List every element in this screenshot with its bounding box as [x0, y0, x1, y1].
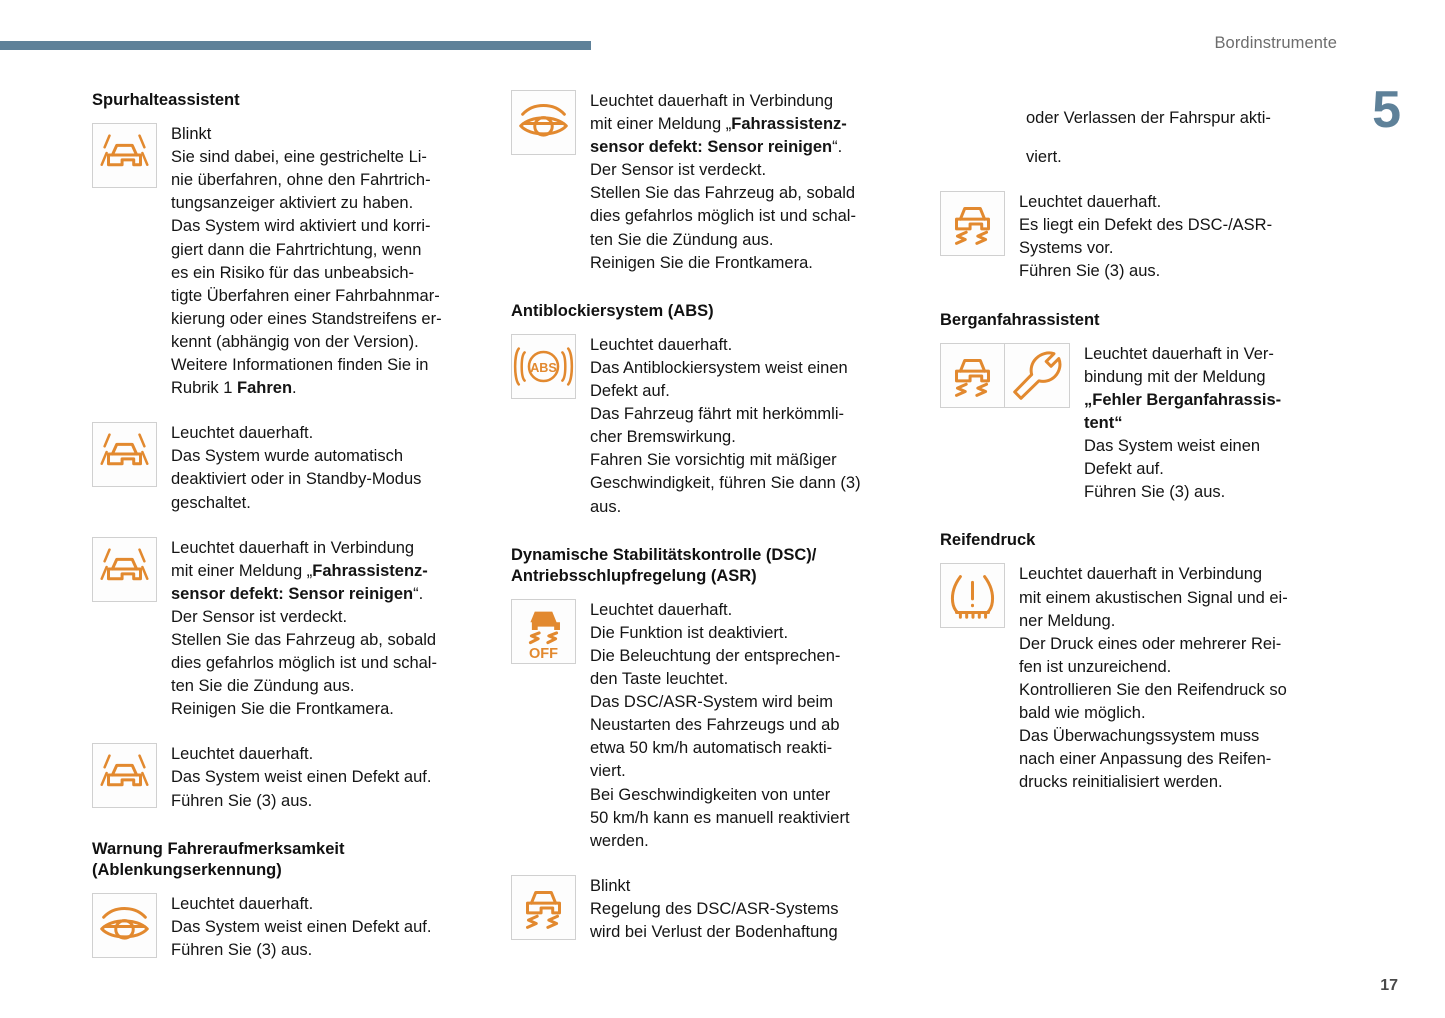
- lane-keeping-car-icon-tile: [92, 743, 157, 808]
- running-head: Bordinstrumente: [1214, 34, 1337, 52]
- text-run: Leuchtet dauerhaft in Verbindung: [1019, 565, 1263, 584]
- text-run: Leuchtet dauerhaft.: [171, 424, 314, 443]
- text-run: Der Sensor ist verdeckt.: [590, 161, 767, 180]
- text-run: tigte Überfahren einer Fahrbahnmar-: [171, 286, 440, 305]
- indicator-entry: [940, 563, 1335, 794]
- text-run: werden.: [590, 831, 649, 850]
- driver-attention-eye-icon-tile: [511, 90, 576, 155]
- chapter-number: 5: [1372, 81, 1401, 139]
- dsc-off-icon: [512, 600, 575, 663]
- text-line: [171, 560, 492, 583]
- text-line: [590, 380, 911, 403]
- text-line: [171, 652, 492, 675]
- text-line: [1019, 214, 1335, 237]
- indicator-icon-group: [511, 875, 576, 940]
- emphasis-text: Fahrassistenz-: [731, 115, 847, 134]
- emphasis-text: tent“: [1084, 413, 1123, 432]
- text-run: Führen Sie (3) aus.: [171, 791, 313, 810]
- text-run: Das Fahrzeug fährt mit herkömmli-: [590, 405, 844, 424]
- text-run: Der Druck eines oder mehrerer Rei-: [1019, 634, 1282, 653]
- indicator-entry: [92, 743, 492, 812]
- indicator-icon-group: [940, 563, 1005, 628]
- text-run: Rubrik 1: [171, 379, 238, 398]
- text-run: dies gefahrlos möglich ist und schal-: [171, 654, 437, 673]
- lane-keeping-car-icon: [93, 538, 156, 601]
- indicator-icon-group: [92, 537, 157, 602]
- lane-keeping-car-icon: [93, 124, 156, 187]
- text-line: [590, 875, 911, 898]
- text-line: [1026, 107, 1335, 130]
- column-right: [940, 90, 1335, 816]
- text-line: [171, 916, 492, 939]
- text-run: Das System weist einen Defekt auf.: [171, 917, 432, 936]
- text-run: Leuchtet dauerhaft in Verbindung: [590, 92, 834, 110]
- text-run: ner Meldung.: [1019, 611, 1116, 630]
- text-line: [590, 714, 911, 737]
- text-run: giert dann die Fahrtrichtung, wenn: [171, 240, 422, 259]
- text-line: [171, 169, 492, 192]
- text-line: [1019, 563, 1335, 586]
- section-heading: Spurhalteassistent: [92, 91, 240, 109]
- driver-attention-eye-icon: [512, 91, 575, 154]
- continued-paragraph: [940, 107, 1335, 170]
- text-line: [171, 239, 492, 262]
- text-run: Blinkt: [590, 876, 631, 895]
- tire-pressure-icon-tile: [940, 563, 1005, 628]
- text-line: [1084, 389, 1335, 412]
- text-run: Regelung des DSC/ASR-Systems: [590, 899, 839, 918]
- text-run: ten Sie die Zündung aus.: [171, 677, 355, 696]
- text-line: [171, 262, 492, 285]
- indicator-description: [171, 537, 492, 722]
- text-run: Systems vor.: [1019, 239, 1114, 258]
- text-run: Führen Sie (3) aus.: [1084, 483, 1226, 502]
- text-line: [590, 622, 911, 645]
- text-line: [171, 331, 492, 354]
- text-run: fen ist unzureichend.: [1019, 657, 1172, 676]
- text-run: Reinigen Sie die Frontkamera.: [171, 700, 394, 719]
- text-run: .: [292, 379, 297, 398]
- text-run: Das Antiblockiersystem weist einen: [590, 358, 848, 377]
- abs-icon: [512, 335, 575, 398]
- text-run: Leuchtet dauerhaft in Ver-: [1084, 344, 1274, 363]
- text-run: viert.: [1026, 148, 1062, 167]
- text-line: [590, 357, 911, 380]
- text-line: [1084, 366, 1335, 389]
- indicator-description: [1019, 191, 1335, 283]
- text-line: [590, 205, 911, 228]
- text-line: [171, 354, 492, 377]
- text-line: [1019, 237, 1335, 260]
- text-line: [590, 90, 911, 113]
- text-line: [171, 743, 492, 766]
- indicator-entry: [511, 599, 911, 853]
- text-run: deaktiviert oder in Standby-Modus: [171, 470, 422, 489]
- text-line: [1084, 458, 1335, 481]
- wrench-icon: [1005, 344, 1069, 407]
- text-line: [1019, 633, 1335, 656]
- indicator-icon-group: [940, 191, 1005, 256]
- emphasis-text: Fahrassistenz-: [312, 561, 428, 580]
- text-line: [171, 215, 492, 238]
- column-middle: [511, 90, 911, 966]
- text-run: Es liegt ein Defekt des DSC-/ASR-: [1019, 216, 1273, 235]
- wrench-icon-tile: [1005, 343, 1070, 408]
- dsc-skid-icon: [512, 876, 575, 939]
- indicator-icon-group: [92, 123, 157, 188]
- text-line: [1084, 481, 1335, 504]
- emphasis-text: „Fehler Berganfahrassis-: [1084, 390, 1282, 409]
- indicator-description: [1019, 563, 1335, 794]
- text-line: [590, 760, 911, 783]
- text-line: [171, 606, 492, 629]
- text-run: Sie sind dabei, eine gestrichelte Li-: [171, 148, 427, 167]
- text-line: [590, 737, 911, 760]
- indicator-description: [590, 875, 911, 944]
- text-run: Weitere Informationen finden Sie in: [171, 356, 429, 375]
- text-line: [171, 422, 492, 445]
- indicator-entry: [92, 893, 492, 962]
- dsc-skid-icon-tile: [940, 343, 1005, 408]
- text-line: [1084, 343, 1335, 366]
- text-run: Das Überwachungssystem muss: [1019, 727, 1260, 746]
- text-run: Leuchtet dauerhaft.: [590, 335, 733, 354]
- indicator-icon-group: [511, 90, 576, 155]
- text-line: [1019, 191, 1335, 214]
- text-run: Fahren Sie vorsichtig mit mäßiger: [590, 451, 837, 470]
- text-line: [590, 921, 911, 944]
- abs-icon-tile: [511, 334, 576, 399]
- indicator-icon-group: [92, 893, 157, 958]
- text-line: [1084, 435, 1335, 458]
- driver-attention-eye-icon-tile: [92, 893, 157, 958]
- text-run: Defekt auf.: [590, 382, 670, 401]
- lane-keeping-car-icon-tile: [92, 123, 157, 188]
- indicator-description: [590, 334, 911, 519]
- text-line: [590, 496, 911, 519]
- text-line: [1019, 260, 1335, 283]
- text-run: ten Sie die Zündung aus.: [590, 230, 774, 249]
- text-run: Kontrollieren Sie den Reifendruck so: [1019, 680, 1287, 699]
- text-line: [171, 468, 492, 491]
- text-run: Führen Sie (3) aus.: [171, 941, 313, 960]
- emphasis-text: sensor defekt: Sensor reinigen: [171, 584, 414, 603]
- text-line: [590, 334, 911, 357]
- text-line: [171, 308, 492, 331]
- text-run: Das System wird aktiviert und korri-: [171, 217, 431, 236]
- text-line: [171, 492, 492, 515]
- text-line: [590, 645, 911, 668]
- text-line: [171, 629, 492, 652]
- text-line: [590, 830, 911, 853]
- text-run: Leuchtet dauerhaft.: [1019, 193, 1162, 212]
- text-run: oder Verlassen der Fahrspur akti-: [1026, 108, 1271, 127]
- text-run: nie überfahren, ohne den Fahrtrich-: [171, 171, 431, 190]
- text-line: [590, 449, 911, 472]
- driver-attention-eye-icon: [93, 894, 156, 957]
- text-line: [590, 136, 911, 159]
- text-run: “.: [832, 138, 843, 157]
- indicator-description: [590, 599, 911, 853]
- lane-keeping-car-icon: [93, 744, 156, 807]
- indicator-icon-group: [92, 422, 157, 487]
- text-line: [590, 898, 911, 921]
- text-line: [590, 599, 911, 622]
- text-line: [590, 691, 911, 714]
- text-run: dies gefahrlos möglich ist und schal-: [590, 207, 856, 226]
- indicator-description: [171, 893, 492, 962]
- text-run: den Taste leuchtet.: [590, 670, 729, 689]
- text-line: [590, 784, 911, 807]
- indicator-entry: [940, 191, 1335, 283]
- text-line: [1019, 725, 1335, 748]
- text-run: Leuchtet dauerhaft.: [590, 600, 733, 619]
- text-line: [590, 403, 911, 426]
- indicator-entry: [92, 422, 492, 514]
- dsc-off-icon-tile: [511, 599, 576, 664]
- text-run: Blinkt: [171, 125, 212, 144]
- text-run: kierung oder eines Standstreifens er-: [171, 309, 442, 328]
- text-run: es ein Risiko für das unbeabsich-: [171, 263, 415, 282]
- text-run: Leuchtet dauerhaft in Verbindung: [171, 538, 415, 557]
- dsc-skid-icon: [941, 192, 1004, 255]
- column-left: [92, 90, 492, 984]
- text-run: Stellen Sie das Fahrzeug ab, sobald: [171, 630, 437, 649]
- text-run: viert.: [590, 762, 626, 781]
- text-run: Geschwindigkeit, führen Sie dann (3): [590, 474, 861, 493]
- indicator-description: [1084, 343, 1335, 505]
- text-line: [171, 445, 492, 468]
- text-run: tungsanzeiger aktiviert zu haben.: [171, 194, 414, 213]
- text-line: [171, 675, 492, 698]
- text-line: [590, 807, 911, 830]
- text-line: [1019, 679, 1335, 702]
- text-run: mit einer Meldung „: [590, 115, 732, 134]
- lane-keeping-car-icon-tile: [92, 537, 157, 602]
- dsc-skid-icon-tile: [511, 875, 576, 940]
- page-number: 17: [1380, 977, 1398, 994]
- text-run: Das System weist einen Defekt auf.: [171, 768, 432, 787]
- text-run: Das DSC/ASR-System wird beim: [590, 693, 833, 712]
- indicator-entry: [511, 334, 911, 519]
- section-heading: Berganfahrassistent: [940, 310, 1100, 329]
- text-line: [171, 192, 492, 215]
- text-line: [590, 472, 911, 495]
- section-heading: Antiblockiersystem (ABS): [511, 301, 714, 320]
- emphasis-text: sensor defekt: Sensor reinigen: [590, 138, 833, 157]
- text-run: Leuchtet dauerhaft.: [171, 894, 314, 913]
- indicator-entry: [92, 537, 492, 722]
- text-line: [590, 229, 911, 252]
- text-line: [1019, 587, 1335, 610]
- text-run: Leuchtet dauerhaft.: [171, 745, 314, 764]
- text-line: [171, 583, 492, 606]
- text-line: [590, 182, 911, 205]
- text-run: Der Sensor ist verdeckt.: [171, 607, 348, 626]
- text-line: [1019, 702, 1335, 725]
- indicator-description: [171, 123, 492, 400]
- indicator-icon-group: [511, 334, 576, 399]
- section-heading: Dynamische Stabilitätskontrolle (DSC)/ Antriebsschlupfregelung (ASR): [511, 545, 817, 585]
- dsc-skid-icon: [941, 344, 1004, 407]
- text-run: wird bei Verlust der Bodenhaftung: [590, 923, 838, 942]
- text-run: kennt (abhängig von der Version).: [171, 332, 419, 351]
- text-run: drucks reinitialisiert werden.: [1019, 773, 1223, 792]
- text-line: [171, 285, 492, 308]
- indicator-entry: [511, 875, 911, 944]
- text-line: [171, 146, 492, 169]
- text-run: Stellen Sie das Fahrzeug ab, sobald: [590, 184, 856, 203]
- text-line: [1019, 656, 1335, 679]
- text-run: mit einer Meldung „: [171, 561, 313, 580]
- emphasis-text: Fahren: [237, 379, 293, 398]
- indicator-description: [171, 743, 492, 812]
- dsc-skid-icon-tile: [940, 191, 1005, 256]
- text-run: Das System weist einen: [1084, 437, 1261, 456]
- tire-pressure-icon: [941, 564, 1004, 627]
- text-run: 50 km/h kann es manuell reaktiviert: [590, 808, 850, 827]
- section-heading: Reifendruck: [940, 531, 1036, 550]
- text-run: geschaltet.: [171, 493, 251, 512]
- text-run: Die Beleuchtung der entsprechen-: [590, 647, 841, 666]
- text-line: [1019, 610, 1335, 633]
- text-line: [1026, 146, 1335, 169]
- text-line: [171, 377, 492, 400]
- indicator-icon-group: [92, 743, 157, 808]
- text-line: [171, 537, 492, 560]
- lane-keeping-car-icon-tile: [92, 422, 157, 487]
- indicator-entry: [940, 343, 1335, 505]
- text-line: [171, 123, 492, 146]
- text-run: Die Funktion ist deaktiviert.: [590, 623, 789, 642]
- indicator-icon-group: [940, 343, 1070, 408]
- text-line: [171, 939, 492, 962]
- indicator-description: [171, 422, 492, 514]
- text-line: [590, 252, 911, 275]
- text-run: bald wie möglich.: [1019, 704, 1146, 722]
- text-run: mit einem akustischen Signal und ei-: [1019, 588, 1288, 607]
- text-line: [171, 790, 492, 813]
- text-run: Neustarten des Fahrzeugs und ab: [590, 716, 840, 735]
- text-line: [171, 893, 492, 916]
- text-run: “.: [413, 584, 424, 603]
- text-run: nach einer Anpassung des Reifen-: [1019, 750, 1272, 769]
- text-run: Bei Geschwindigkeiten von unter: [590, 785, 831, 804]
- text-run: Defekt auf.: [1084, 460, 1164, 479]
- text-line: [1019, 771, 1335, 794]
- text-run: Reinigen Sie die Frontkamera.: [590, 253, 813, 272]
- text-run: etwa 50 km/h automatisch reakti-: [590, 739, 833, 758]
- text-line: [590, 113, 911, 136]
- text-run: Führen Sie (3) aus.: [1019, 262, 1161, 281]
- lane-keeping-car-icon: [93, 423, 156, 486]
- indicator-icon-group: [511, 599, 576, 664]
- text-run: cher Bremswirkung.: [590, 428, 736, 447]
- text-line: [1019, 748, 1335, 771]
- text-line: [171, 766, 492, 789]
- text-line: [1084, 412, 1335, 435]
- section-heading: Warnung Fahreraufmerksamkeit (Ablenkungserkennung): [92, 839, 345, 879]
- text-run: Das System wurde automatisch: [171, 447, 404, 466]
- text-line: [590, 668, 911, 691]
- indicator-description: [590, 90, 911, 275]
- text-line: [171, 698, 492, 721]
- text-run: aus.: [590, 497, 622, 516]
- text-line: [590, 159, 911, 182]
- text-run: bindung mit der Meldung: [1084, 367, 1266, 386]
- indicator-entry: [92, 123, 492, 400]
- indicator-entry: [511, 90, 911, 275]
- text-line: [590, 426, 911, 449]
